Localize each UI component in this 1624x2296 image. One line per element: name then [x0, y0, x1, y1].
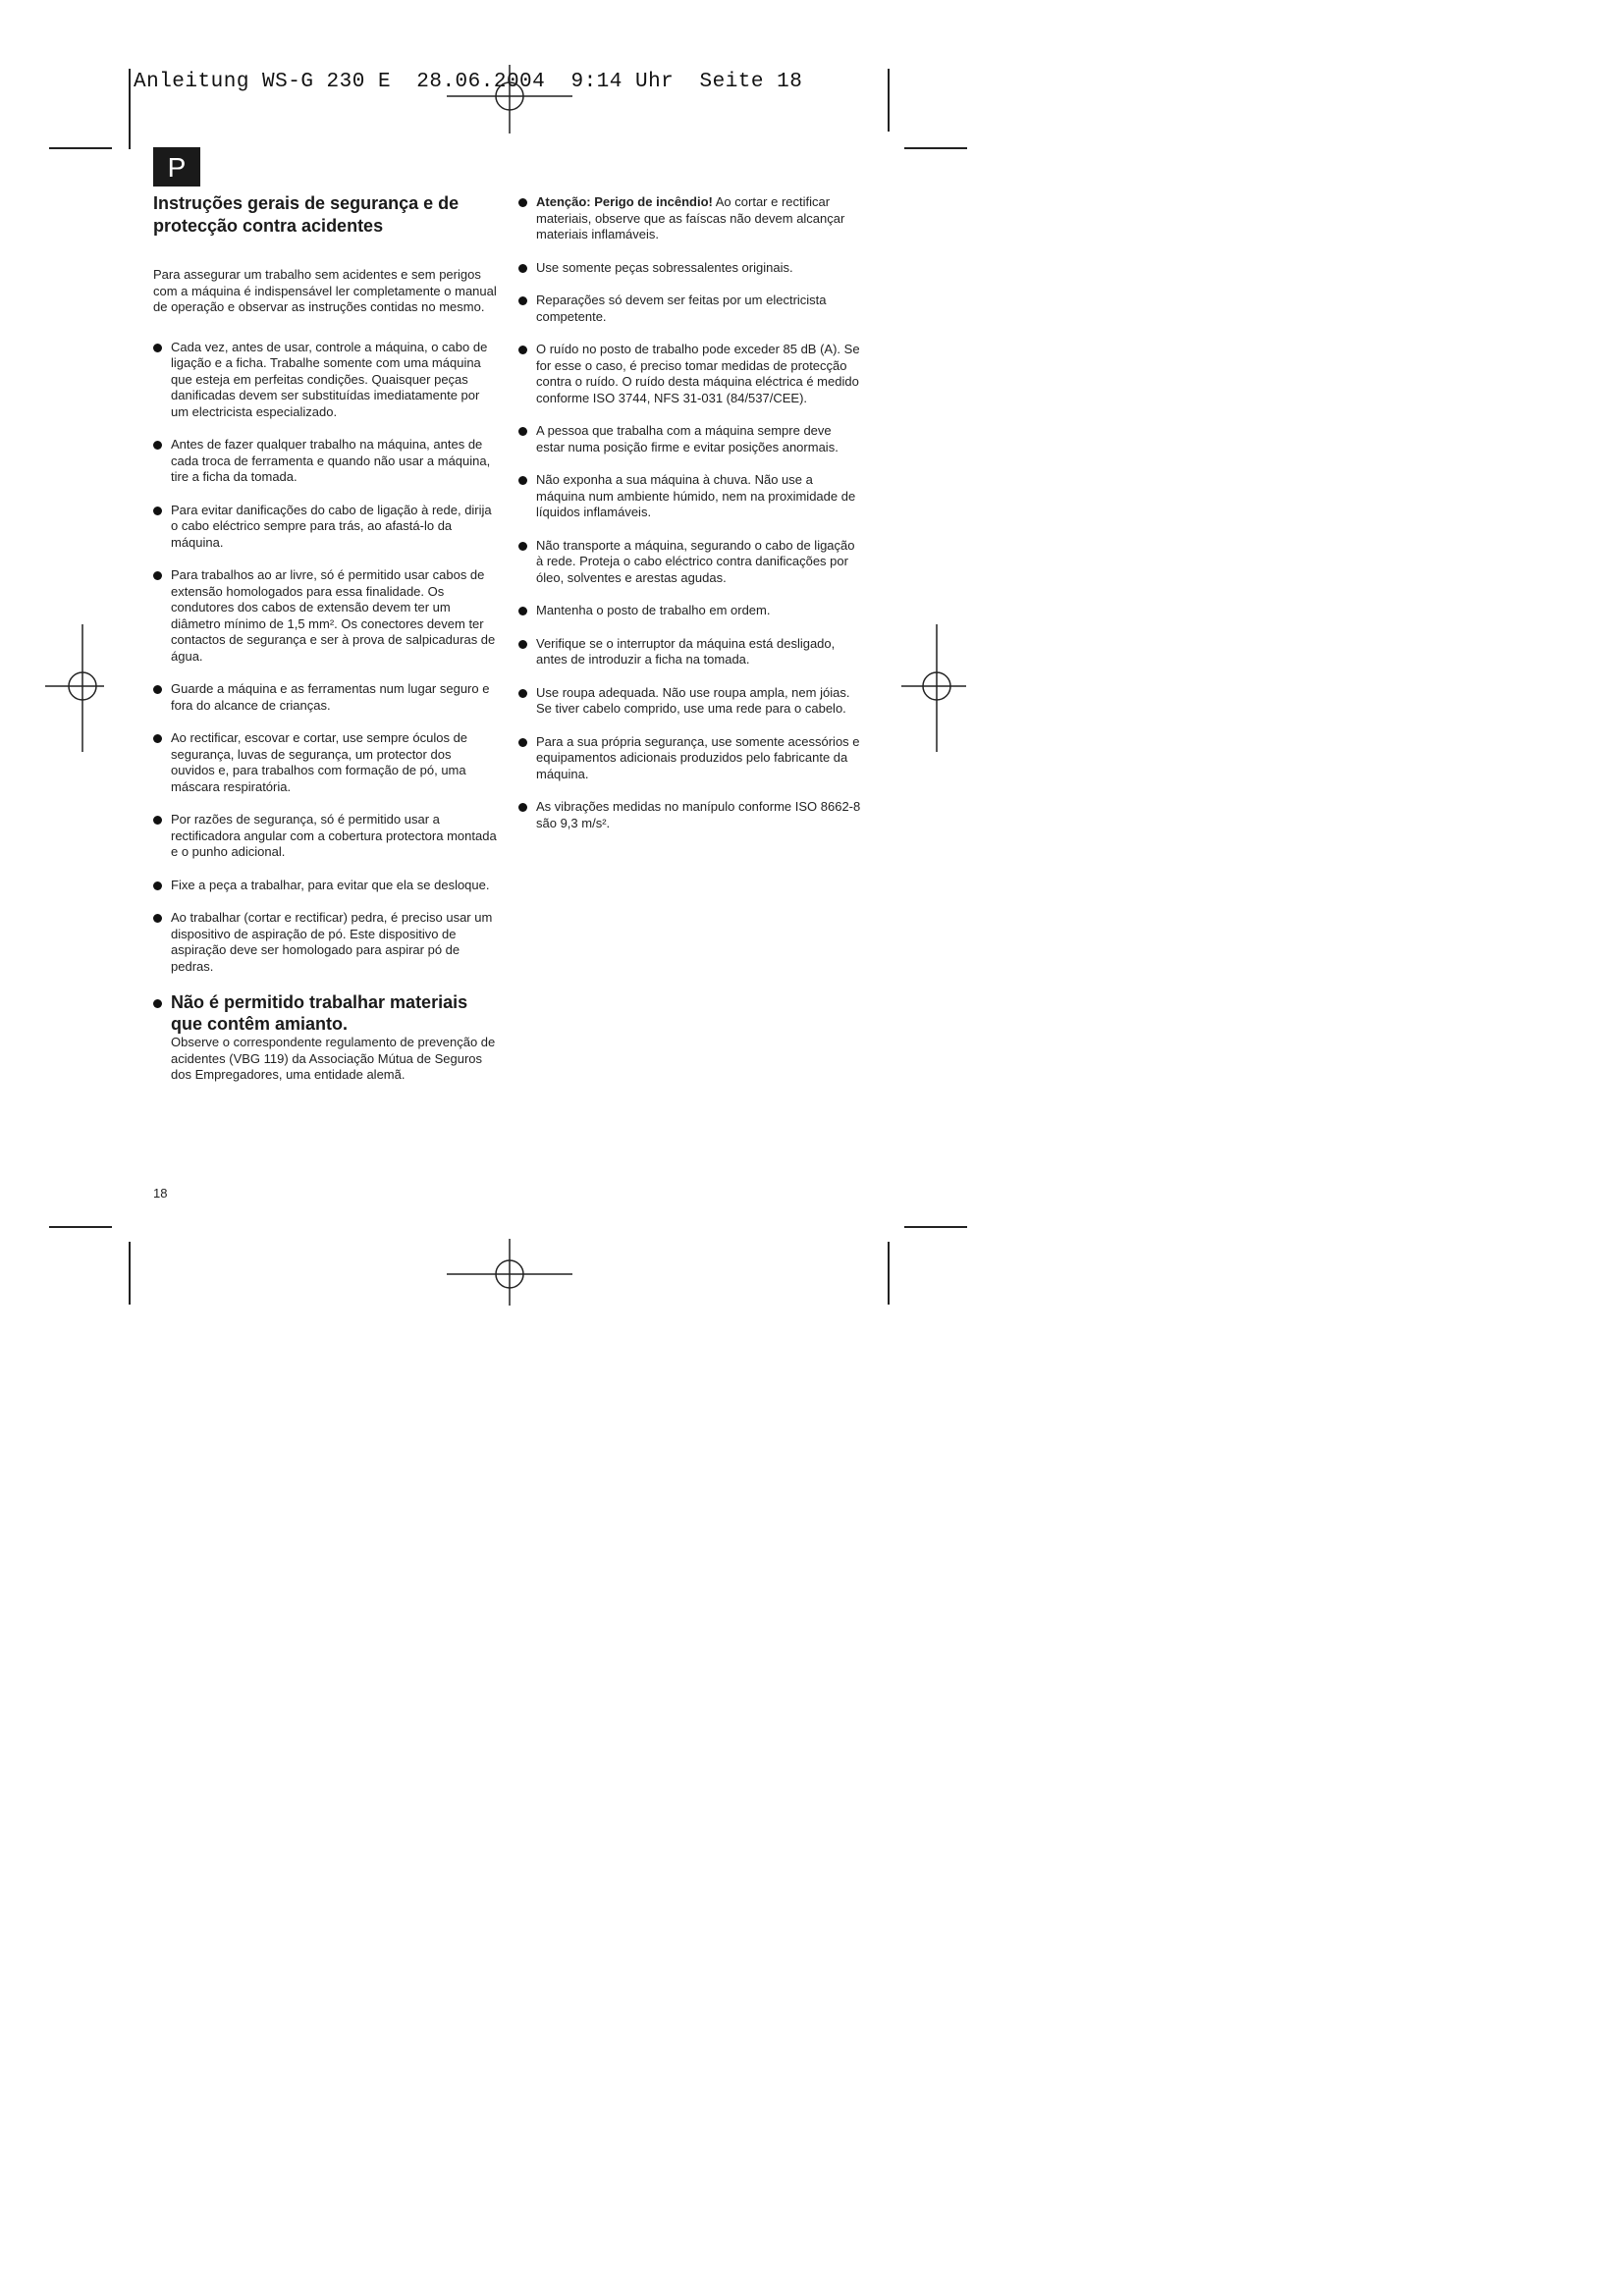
list-item	[518, 194, 862, 243]
bullet-icon	[518, 689, 527, 698]
crop-mark	[49, 147, 112, 149]
bullet-icon	[153, 881, 162, 890]
language-badge: P	[153, 147, 200, 187]
crop-mark	[904, 147, 967, 149]
bullet-icon	[153, 441, 162, 450]
list-item-text: Fixe a peça a trabalhar, para evitar que ela se desloque.	[171, 877, 490, 892]
list-item	[153, 437, 497, 486]
list-item-text	[536, 194, 862, 243]
list-item-text: Ao rectificar, escovar e cortar, use sempre óculos de segurança, luvas de segurança, um protector dos ouvidos e, para trabalhos com formação de pó, uma máscara respiratória.	[171, 730, 468, 794]
page-number: 18	[153, 1186, 168, 1201]
bullet-icon	[518, 427, 527, 436]
bullet-icon	[518, 607, 527, 615]
list-item	[518, 342, 862, 406]
running-header: Anleitung WS-G 230 E 28.06.2004 9:14 Uhr Seite 18	[134, 71, 803, 93]
list-item-text: Ao trabalhar (cortar e rectificar) pedra, é preciso usar um dispositivo de aspiração de pó. Este dispositivo de aspiração deve ser homologado para aspirar pó de pedras.	[171, 910, 493, 974]
list-item-text: Antes de fazer qualquer trabalho na máquina, antes de cada troca de ferramenta e quando não usar a máquina, tire a ficha da tomada.	[171, 437, 491, 484]
bullet-icon	[518, 738, 527, 747]
registration-mark-icon	[901, 624, 966, 752]
list-item	[518, 685, 862, 718]
list-item	[153, 503, 497, 552]
list-item-text: Reparações só devem ser feitas por um electricista competente.	[536, 293, 827, 324]
right-column	[518, 194, 862, 848]
list-item-text: Verifique se o interruptor da máquina está desligado, antes de introduzir a ficha na tomada.	[536, 635, 836, 667]
list-item	[518, 734, 862, 783]
bullet-icon	[153, 571, 162, 580]
asbestos-text: Observe o correspondente regulamento de prevenção de acidentes (VBG 119) da Associação Mútua de Seguros dos Empregadores, uma entidade alemã.	[171, 1035, 496, 1082]
list-item	[153, 812, 497, 861]
list-item-text: Para trabalhos ao ar livre, só é permitido usar cabos de extensão homologados para essa finalidade. Os condutores dos cabos de extensão devem ter um diâmetro mínimo de 1,5 mm². Os conectores devem ter contactos de segurança e ser à prova de salpicaduras de água.	[171, 567, 496, 664]
left-column	[153, 192, 497, 1100]
asbestos-heading: Não é permitido trabalhar materiais que contêm amianto.	[171, 992, 468, 1034]
list-item-text: Cada vez, antes de usar, controle a máquina, o cabo de ligação e a ficha. Trabalhe somente com uma máquina que esteja em perfeitas condições. Quaisquer peças danificadas devem ser substituídas imediatamente por um electricista especializado.	[171, 339, 488, 419]
list-item	[518, 538, 862, 587]
crop-mark	[129, 1242, 131, 1305]
bullet-icon	[153, 344, 162, 352]
section-title: Instruções gerais de segurança e de protecção contra acidentes	[153, 193, 460, 236]
list-item	[518, 799, 862, 831]
bullet-icon	[518, 264, 527, 273]
fire-warning-text: Ao cortar e rectificar materiais, observe que as faíscas não devem alcançar materiais inflamáveis.	[536, 194, 845, 241]
list-item	[153, 910, 497, 975]
list-item	[518, 423, 862, 455]
list-item	[518, 472, 862, 521]
list-item	[153, 878, 497, 894]
registration-mark-icon	[447, 1239, 572, 1309]
crop-mark	[904, 1226, 967, 1228]
list-item-text: Use somente peças sobressalentes originais.	[536, 259, 793, 275]
list-item-text: Guarde a máquina e as ferramentas num lugar seguro e fora do alcance de crianças.	[171, 681, 490, 713]
registration-mark-icon	[447, 59, 572, 133]
asbestos-warning	[153, 991, 497, 1084]
list-item-text: Não transporte a máquina, segurando o cabo de ligação à rede. Proteja o cabo eléctrico contra danificações por óleo, solventes e arestas agudas.	[536, 537, 855, 585]
list-item	[153, 567, 497, 665]
list-item-text: O ruído no posto de trabalho pode exceder 85 dB (A). Se for esse o caso, é preciso tomar medidas de protecção contra o ruído. O ruído desta máquina eléctrica é medido conforme ISO 3744, NFS 31-031 (84/537/CEE).	[536, 342, 860, 405]
bullet-icon	[518, 476, 527, 485]
bullet-icon	[153, 914, 162, 923]
crop-mark	[49, 1226, 112, 1228]
list-item	[518, 293, 862, 325]
list-item	[518, 260, 862, 277]
bullet-icon	[153, 816, 162, 825]
list-item	[518, 603, 862, 619]
list-item-text: Para a sua própria segurança, use somente acessórios e equipamentos adicionais produzidos pelo fabricante da máquina.	[536, 733, 860, 781]
registration-mark-icon	[45, 624, 104, 752]
crop-mark	[888, 1242, 890, 1305]
list-item-text: Não exponha a sua máquina à chuva. Não use a máquina num ambiente húmido, nem na proximidade de líquidos inflamáveis.	[536, 472, 856, 519]
list-item-text: As vibrações medidas no manípulo conforme ISO 8662-8 são 9,3 m/s².	[536, 799, 861, 830]
fire-warning-label: Atenção: Perigo de incêndio!	[536, 194, 713, 209]
list-item	[153, 340, 497, 421]
bullet-icon	[518, 640, 527, 649]
bullet-icon	[518, 542, 527, 551]
list-item-text: Por razões de segurança, só é permitido usar a rectificadora angular com a cobertura protectora montada e o punho adicional.	[171, 812, 497, 859]
bullet-icon	[153, 734, 162, 743]
bullet-icon	[518, 296, 527, 305]
list-item-text: A pessoa que trabalha com a máquina sempre deve estar numa posição firme e evitar posições anormais.	[536, 423, 839, 454]
bullet-icon	[518, 346, 527, 354]
bullet-icon	[153, 999, 162, 1008]
bullet-icon	[153, 507, 162, 515]
list-item-text: Para evitar danificações do cabo de ligação à rede, dirija o cabo eléctrico sempre para trás, ao afastá-lo da máquina.	[171, 502, 492, 550]
bullet-icon	[518, 803, 527, 812]
bullet-icon	[153, 685, 162, 694]
list-item-text: Use roupa adequada. Não use roupa ampla, nem jóias. Se tiver cabelo comprido, use uma rede para o cabelo.	[536, 684, 850, 716]
list-item-text: Mantenha o posto de trabalho em ordem.	[536, 603, 771, 617]
crop-mark	[888, 69, 890, 132]
list-item	[153, 730, 497, 795]
bullet-icon	[518, 198, 527, 207]
crop-mark	[129, 69, 131, 149]
list-item	[518, 636, 862, 668]
intro-paragraph: Para assegurar um trabalho sem acidentes e sem perigos com a máquina é indispensável ler completamente o manual de operação e observar as instruções contidas no mesmo.	[153, 267, 497, 314]
list-item	[153, 681, 497, 714]
